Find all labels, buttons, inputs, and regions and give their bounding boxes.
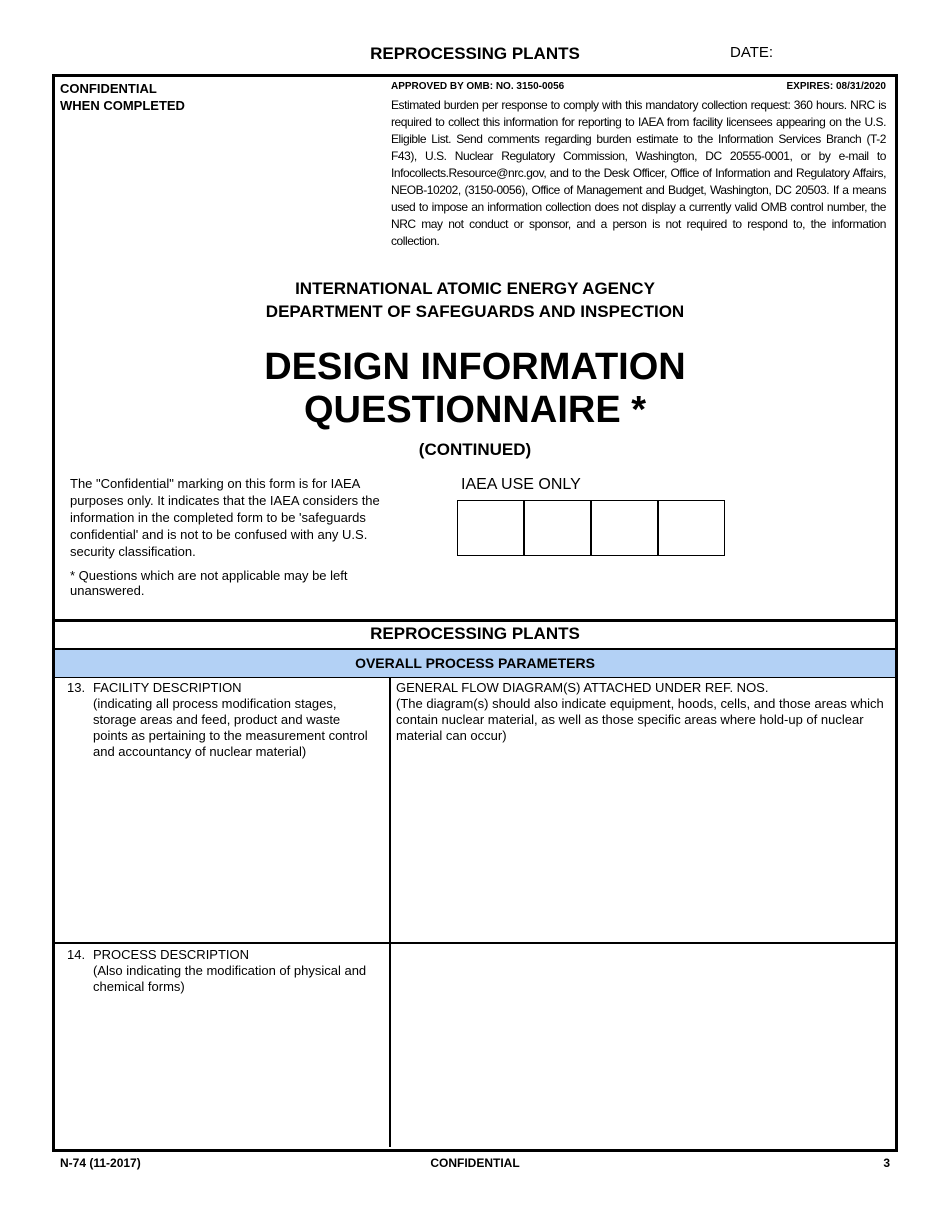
question-13-response-area[interactable] <box>396 680 891 744</box>
section-subtitle-divider <box>52 677 898 678</box>
question-14-detail: (Also indicating the modification of physical and chemical forms) <box>93 963 367 994</box>
iaea-use-box-1[interactable] <box>457 500 524 556</box>
flow-diagram-heading: GENERAL FLOW DIAGRAM(S) ATTACHED UNDER REF. NOS. <box>396 680 769 695</box>
confidential-line2: WHEN COMPLETED <box>60 98 185 113</box>
department-name: DEPARTMENT OF SAFEGUARDS AND INSPECTION <box>265 302 685 321</box>
question-13-title: FACILITY DESCRIPTION <box>93 680 242 695</box>
confidential-notice: The "Confidential" marking on this form is for IAEA purposes only. It indicates that the IAEA considers the information in the completed form to be 'safeguards confidential' and is not to be confused with any U.S. security classification. <box>70 476 380 559</box>
iaea-use-box-2[interactable] <box>524 500 591 556</box>
question-13-detail: (indicating all process modification stages, storage areas and feed, product and waste points as pertaining to the measurement control and accountancy of nuclear material) <box>93 696 368 759</box>
question-row-divider <box>52 942 898 944</box>
iaea-use-only-label: IAEA USE ONLY <box>461 476 581 493</box>
flow-diagram-note: (The diagram(s) should also indicate equipment, hoods, cells, and those areas which contain nuclear material, as well as those specific areas where hold-up of nuclear material can occur) <box>396 696 884 743</box>
question-14-title: PROCESS DESCRIPTION <box>93 947 250 962</box>
section-divider <box>52 619 898 622</box>
question-14-label <box>93 947 378 995</box>
omb-approval-number: APPROVED BY OMB: NO. 3150-0056 <box>391 81 565 92</box>
form-number: N-74 (11-2017) <box>60 1156 141 1170</box>
form-title-line2: QUESTIONNAIRE * <box>303 389 647 431</box>
confidential-line1: CONFIDENTIAL <box>60 81 157 96</box>
form-subtitle: (CONTINUED) <box>418 440 532 459</box>
footer-classification: CONFIDENTIAL <box>430 1156 520 1170</box>
question-13-number: 13. <box>67 680 86 695</box>
section-subtitle: OVERALL PROCESS PARAMETERS <box>355 655 595 671</box>
page-top-title: REPROCESSING PLANTS <box>370 44 580 63</box>
not-applicable-note: * Questions which are not applicable may be left unanswered. <box>70 568 348 598</box>
iaea-use-box-4[interactable] <box>658 500 725 556</box>
omb-expiration: EXPIRES: 08/31/2020 <box>786 81 886 92</box>
question-14-answer[interactable] <box>396 947 891 1142</box>
burden-statement: Estimated burden per response to comply with this mandatory collection request: 360 hours. NRC is required to collect this information for reporting to IAEA from facility licensees appearing on the U.S. Eligible List. Send comments regarding burden estimate to the Information Services Branch (T-2 F43), U.S. Nuclear Regulatory Commission, Washington, DC 20555-0001, or by e-mail to Infocollects.Resource@nrc.gov, and to the Desk Officer, Office of Information and Regulatory Affairs, NEOB-10202, (3150-0056), Office of Management and Budget, Washington, DC 20503. If a means used to impose an information collection does not display a currently valid OMB control number, the NRC may not conduct or sponsor, and a person is not required to respond to, the information collection. <box>391 98 886 248</box>
date-label: DATE: <box>730 44 774 61</box>
iaea-use-box-3[interactable] <box>591 500 658 556</box>
column-divider <box>389 677 391 1147</box>
form-title-line1: DESIGN INFORMATION <box>264 346 686 388</box>
agency-name: INTERNATIONAL ATOMIC ENERGY AGENCY <box>295 279 655 298</box>
confidential-marking <box>60 80 185 114</box>
question-13-label <box>93 680 378 760</box>
question-14-number: 14. <box>67 947 86 962</box>
section-title: REPROCESSING PLANTS <box>370 624 580 643</box>
page-number: 3 <box>883 1156 890 1170</box>
